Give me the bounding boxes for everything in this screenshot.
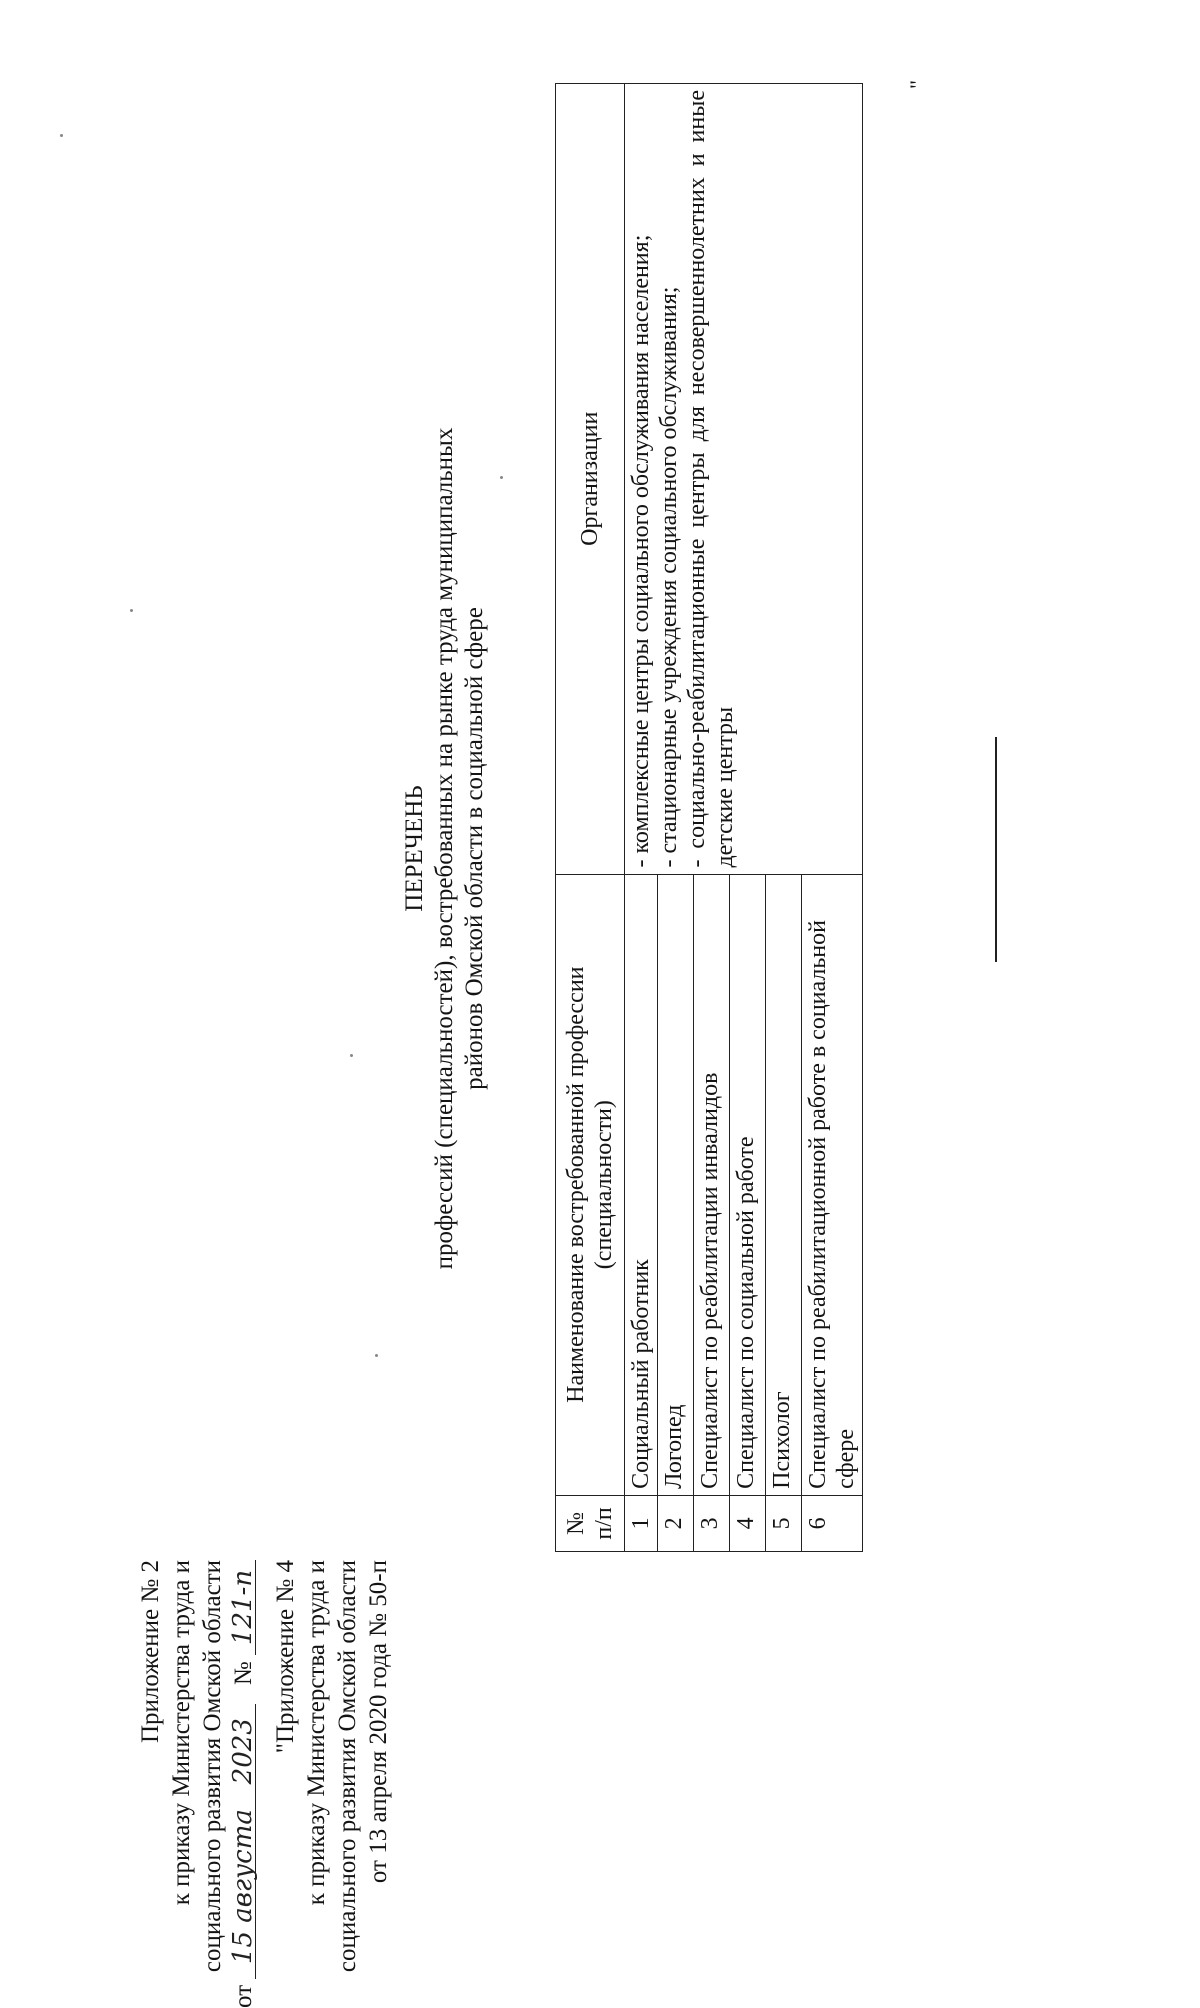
row-number: 6 <box>802 1495 863 1551</box>
quoted-appendix-title: "Приложение № 4 <box>272 1560 299 1754</box>
table-row <box>625 84 658 1552</box>
profession-name: Специалист по реабилитационной работе в социальной сфере <box>802 874 863 1495</box>
profession-name: Логопед <box>658 874 694 1495</box>
order-date: 15 августа 2023 <box>231 1704 256 1979</box>
separator-line <box>995 737 997 962</box>
professions-table <box>555 83 863 1552</box>
quoted-appendix-line-2: к приказу Министерства труда и <box>303 1560 330 1906</box>
profession-name: Специалист по социальной работе <box>730 874 766 1495</box>
number-label: № <box>230 1661 257 1686</box>
row-number: 5 <box>766 1495 802 1551</box>
col-header-organizations: Организации <box>556 84 625 875</box>
col-header-number: № п/п <box>556 1495 625 1551</box>
quoted-appendix-header <box>270 1560 394 1972</box>
scan-speck <box>130 609 133 612</box>
profession-name: Социальный работник <box>625 874 658 1495</box>
col-header-profession: Наименование востребованной профессии (специальности) <box>556 874 625 1495</box>
scan-speck <box>60 134 63 137</box>
scan-speck <box>350 1054 353 1057</box>
row-number: 2 <box>658 1495 694 1551</box>
scan-speck <box>375 1354 378 1357</box>
order-number: 121-п <box>231 1560 256 1655</box>
profession-name: Специалист по реабилитации инвалидов <box>694 874 730 1495</box>
title-line-1: профессий (специальностей), востребованных на рынке труда муниципальных <box>431 427 458 1270</box>
from-label: от <box>230 1984 257 2008</box>
profession-name: Психолог <box>766 874 802 1495</box>
quoted-appendix-line-4: от 13 апреля 2020 года № 50-п <box>365 1560 392 1884</box>
closing-quote: " <box>905 80 930 89</box>
appendix-title: Приложение № 2 <box>137 1560 164 1744</box>
organization-item: - стационарные учреждения социального обслуживания; <box>656 286 682 868</box>
appendix-header <box>135 1560 259 2008</box>
scan-speck <box>500 476 503 479</box>
appendix-line-3: социального развития Омской области <box>199 1560 226 1973</box>
quoted-appendix-line-3: социального развития Омской области <box>334 1560 361 1973</box>
title-line-2: районов Омской области в социальной сфере <box>461 607 488 1090</box>
document-title <box>400 0 490 1697</box>
organization-item: - комплексные центры социального обслуживания населения; <box>628 234 654 868</box>
row-number: 4 <box>730 1495 766 1551</box>
row-number: 3 <box>694 1495 730 1551</box>
appendix-line-2: к приказу Министерства труда и <box>168 1560 195 1906</box>
row-number: 1 <box>625 1495 658 1551</box>
order-date-line <box>228 1560 259 2008</box>
table-header-row <box>556 84 625 1552</box>
organization-item: - социально-реабилитационные центры для несовершеннолетних и иные детские центры <box>684 90 738 868</box>
organizations-cell <box>625 84 863 875</box>
title-heading: ПЕРЕЧЕНЬ <box>401 785 428 912</box>
